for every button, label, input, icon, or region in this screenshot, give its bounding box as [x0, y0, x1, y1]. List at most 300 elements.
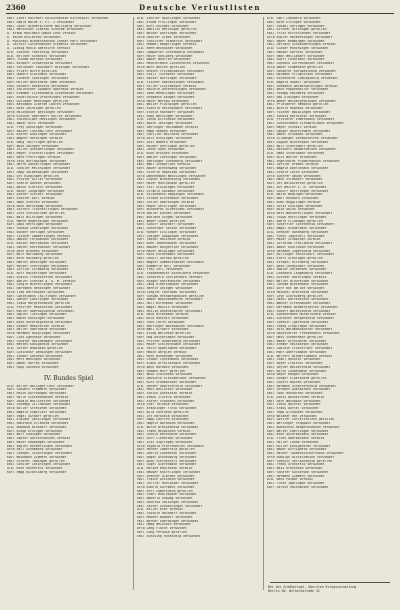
list-entry: Emil Ströbel Kirchberg verwundet	[267, 260, 329, 264]
list-entry: Karl Klenk Affalterbach verwundet	[137, 362, 201, 365]
list-entry: A. Liebig Mühlb Oberkirch vermißt	[7, 47, 71, 50]
list-entry: Emil Lindl Kötzdorf Rutschhausen Kirchspiel verwundet	[7, 17, 109, 20]
list-entry: Emil Hofmann Zimmern verwundet	[267, 474, 325, 478]
list-entry: A. Krauß Mühlbach Gmünd Lenz vermißt	[7, 32, 77, 35]
list-entry: Emil Haag Weissach verwundet	[137, 523, 191, 527]
list-entry: Karl Beck Lendsiedel verwundet	[267, 264, 325, 268]
list-entry: Karl Straub Ditzenbach verwundet	[137, 197, 199, 200]
list-entry: Karl Beyer Craintal verwundet	[267, 362, 323, 365]
list-entry: Emil Maute Hossingen verwundet	[7, 317, 65, 320]
list-entry: Emil Stöckle Hochdorf verwundet	[137, 512, 197, 515]
list-entry: Karl Blepp Erzingen verwundet	[7, 429, 63, 433]
list-entry: Emil Reich Dürrwangen verwundet	[7, 392, 67, 395]
list-entry: Alb. Dietz Neunkirchen vermißt	[267, 395, 325, 399]
list-entry: Alb. Jetter Bubsheim gefallen	[7, 347, 63, 350]
list-entry: Otto Maier Wernau verwundet	[137, 99, 189, 103]
list-entry: Emil Marschner Ziebrau Scherme verwundet	[7, 28, 84, 32]
list-entry: Emil Seitz Essingen verwundet	[267, 204, 323, 208]
list-entry: Emil Schuler Leidringen verwundet	[7, 463, 71, 467]
list-entry: Emil Bauer Bitz verwundet	[7, 122, 55, 125]
list-entry: Karl Funk Lorch verwundet	[137, 320, 185, 324]
list-entry: Karl Hagg Bickelsberg verwundet	[7, 470, 67, 474]
list-entry: Otto Buck Hörschwag verwundet	[7, 204, 63, 208]
list-entry: Emil Fuchs Jagstzell verwundet	[267, 234, 325, 238]
list-entry: Emil Schäfer Reichenbach verwundet	[7, 339, 73, 343]
list-entry: Emil Eppler Dormettingen verwundet	[7, 444, 73, 448]
list-entry: Emil Berlinger Stuppach verwundet	[267, 422, 331, 425]
list-entry: Emil Lamparter Grafenberg verwundet	[137, 50, 205, 54]
list-entry: Emil Kuhn Mögglingen vermißt	[267, 200, 321, 204]
list-entry: Emil Zeeb Wendlingen verwundet	[137, 92, 195, 95]
list-entry: Emil Kern Hochberg gefallen	[7, 257, 59, 260]
list-entry: Emil Kistner Bächlingen vermißt	[267, 275, 327, 279]
list-entry: Emil Stauß Margrethausen gefallen	[7, 302, 71, 305]
list-entry: Emil Pflatt Wirth gefallen	[7, 69, 57, 73]
list-entry: Otto Faiß Burladingen verwundet	[7, 159, 67, 163]
end-rule	[270, 582, 390, 583]
list-entry: Emil Lauer Niederkirchen Wolfsberg verwundet	[7, 24, 92, 28]
list-entry: Otto Gölz Bissingen verwundet	[137, 137, 193, 140]
list-entry: Karl Deuschle Kleinbottwar verwundet	[137, 377, 207, 380]
list-entry: Karl Vöhringer Holzmaden vermißt	[137, 125, 199, 129]
list-entry: Karl Dippon Winterbach verwundet	[267, 140, 329, 144]
list-entry: Emil Feil Gruibingen verwundet	[137, 185, 195, 189]
list-entry: Emil Frank Meimsheim vermißt	[137, 429, 191, 433]
list-entry: Emil Roth Zainingen gefallen	[7, 107, 61, 110]
list-entry: Paul Rickert Hohenfeld verwundet	[7, 84, 69, 88]
list-entry: Alb. Pfeiffer Meßstetten verwundet	[7, 305, 73, 309]
list-entry: Emil Hummel Bempflingen vermißt	[137, 43, 197, 47]
list-entry: Karl Meßner Nußdorf verwundet	[137, 515, 193, 519]
list-entry: Karl Brodbeck Köngen verwundet	[137, 95, 195, 99]
list-entry: Karl Bauer Hemmingen verwundet	[267, 39, 325, 43]
list-entry: Emil Bauer Grunbach verwundet	[267, 133, 323, 137]
list-entry: Alb. Nägele Oßweil verwundet	[267, 80, 321, 84]
list-entry: Karl Kolb Aalen verwundet	[267, 208, 315, 212]
list-entry: Karl Ott Waldstetten gefallen	[267, 182, 323, 185]
page-title: Deutsche Verlustlisten	[139, 3, 261, 12]
list-entry: Emil Gröner Wiesensteig verwundet	[137, 178, 201, 182]
list-entry: Emil Gutleber Möhringen gefallen	[7, 99, 69, 103]
list-entry: Emil Sigel Diefenbach verwundet	[137, 463, 197, 467]
list-entry: Emil Fritz Hirschlanden verwundet	[267, 32, 331, 35]
list-entry: Emil Löffelad Crailsheim verwundet	[267, 242, 333, 245]
list-entry: Otto Dorn Bronnen verwundet	[7, 249, 59, 253]
list-entry: Emil Schmid Inneringen verwundet	[7, 227, 69, 230]
list-entry: Alb. Scheu Kirchheim verwundet	[137, 118, 195, 122]
list-entry: Emil Hess Beilstein verwundet	[137, 388, 193, 392]
list-entry: Emil Sauter Dotternhausen vermißt	[7, 437, 71, 440]
list-entry: Alb. Gronbach Langenburg verwundet	[267, 272, 333, 275]
list-entry: Emil Ruf Weiler i. B. verwundet	[267, 185, 327, 189]
list-entry: Emil Bundschuh Rengershausen verwundet	[267, 425, 340, 429]
list-entry: Emil Wieland Gingen verwundet	[137, 215, 193, 219]
list-entry: Emil Single Winterlingen verwundet	[7, 283, 73, 287]
list-entry: Emil Hauber Knittlingen verwundet	[137, 470, 201, 474]
list-entry: Emil Abele Ellwangen gefallen	[267, 219, 323, 223]
list-entry: Emil Schiller Weilheim verwundet	[137, 133, 199, 137]
list-entry: Emil Hägele Nordheim verwundet	[137, 422, 195, 425]
footer-line: Berlin SW. Wilhelmstraße 32	[268, 589, 320, 593]
list-entry: Karl Knecht Frickenhausen verwundet	[137, 69, 205, 73]
list-entry: Emil Bauer Archshofen verwundet	[267, 339, 327, 343]
list-entry: Emil Zeller Onstmettingen verwundet	[7, 148, 75, 152]
list-entry: Alb. Kiefer Dußlingen verwundet	[7, 133, 67, 137]
list-entry: Emil Holl Birenbach verwundet	[137, 302, 193, 305]
column-2-list	[137, 17, 260, 538]
list-entry: Otto Rudolph Distelhausen verwundet	[267, 455, 335, 459]
column-3-list	[267, 17, 390, 490]
list-entry: Karl Stehle Hausen verwundet	[7, 182, 61, 185]
list-entry: Karl Wolf Mariaberg verwundet	[7, 253, 63, 257]
list-entry: Otto Bühler Kuchen verwundet	[137, 212, 191, 215]
list-entry: Emil Ruoß Notzingen verwundet	[137, 114, 193, 118]
list-entry: Karl Ehrmann Queckbronn verwundet	[267, 388, 331, 392]
list-entry: Karl Gleichauf Denkingen verwundet	[7, 350, 73, 354]
list-entry: Emil Hahn Stetten verwundet	[7, 200, 59, 204]
list-entry: Emil Pfleiderer Remseck gefallen	[267, 103, 329, 107]
list-entry: Alb. Ruff Kaiseringen verwundet	[7, 272, 67, 275]
list-entry: Otto Kübler Heimerdingen verwundet	[267, 35, 333, 39]
list-entry: Karl Bühler Stetten a. k. M. vermißt	[7, 279, 77, 283]
list-entry: Emil Heinzelmann Linsenhofen verwundet	[137, 62, 210, 65]
list-entry: Emil Bosch Starzeln verwundet	[7, 185, 63, 189]
list-entry: Emil Nagel Rindelbach verwundet	[267, 227, 327, 230]
list-entry: Emil Schöll Dürnau gefallen	[137, 257, 189, 260]
list-entry: Emil Häfele Uhingen verwundet	[137, 287, 193, 290]
list-entry: Emil Mattes Königsheim verwundet	[7, 343, 69, 347]
list-entry: Karl Vogel Ostdorf gefallen	[7, 414, 59, 418]
list-entry: Emil Beck Poppenweiler verwundet	[267, 88, 329, 92]
list-entry: Otto Wörz Beuren gefallen	[137, 65, 185, 69]
list-entry: Alb. Schuler Reutlingen verwundet	[137, 17, 201, 20]
list-entry: Alb. Haug Tailfingen gefallen	[7, 140, 63, 144]
list-entry: Emil Rieber Meßstetten vermißt	[7, 324, 65, 328]
list-entry: Emil Gruber Leutenbach verwundet	[137, 358, 199, 362]
list-entry: Karl Beck Pfeffingen vermißt	[7, 155, 61, 159]
list-entry: Otto Lang Flacht verwundet	[137, 527, 187, 530]
list-entry: Emil Röger Ochsenburg verwundet	[137, 455, 197, 459]
list-entry: Emil Heller Lauda verwundet	[267, 440, 319, 444]
list-entry: Emil Lang Albershausen verwundet	[137, 283, 199, 287]
list-entry: Karl Ruff Lomersheim gefallen	[137, 489, 193, 493]
list-entry: Emil Schurr Bettringen verwundet	[267, 189, 329, 193]
list-entry: Emil Staiger Göppingen verwundet	[137, 234, 199, 238]
list-entry: Emil Bantlin Metzingen gefallen	[137, 28, 197, 32]
list-entry: Karl Kümmerle Boll verwundet	[137, 264, 191, 268]
list-entry: Otto Seybold Pfaffenhofen verwundet	[137, 444, 205, 448]
list-entry: Alb. Steiner Fahrsteig verwundet	[7, 50, 69, 54]
list-entry: Emil Frank Grünsfeld verwundet	[267, 463, 325, 467]
list-entry: Karl Weinmann Zimmern verwundet	[7, 455, 67, 459]
list-entry: Karl Maier Kohlberg verwundet	[137, 54, 193, 58]
list-entry: A. Mühlhaus Niedersachsen Landkr Herz verwundet	[7, 39, 98, 43]
list-entry: Otto Holzhauser Betzingen verwundet	[7, 110, 75, 114]
list-entry: Emil Ruoff Feuerbach verwundet	[267, 58, 325, 62]
list-entry: Emil Eisenhardt Ludwigsburg verwundet	[267, 77, 339, 80]
list-entry: Otto Maier Heiningen verwundet	[137, 249, 195, 253]
list-entry: Emil Wolf Endingen verwundet	[7, 433, 61, 437]
list-entry: Alb. Pfisterer Endersbach verwundet	[267, 118, 335, 122]
list-entry: Karl Keck Eschenbach verwundet	[137, 253, 195, 257]
list-entry: Emil Dürr Cleebronn verwundet	[137, 437, 193, 440]
list-entry: Emil Eisele Lorch verwundet	[267, 170, 319, 174]
list-entry: Karl Hess Schmerbach gefallen	[267, 335, 323, 339]
list-entry: Emil Kolbert Schwarzheim verwundet	[7, 62, 73, 65]
list-entry: Alb. Beck Paimar vermißt	[267, 478, 314, 482]
list-entry: Emil Haller Obernheim verwundet	[7, 328, 67, 332]
list-entry: Emil Stengel Schörzingen verwundet	[7, 452, 73, 455]
list-entry: Alb. Henne Mägerkingen verwundet	[7, 219, 69, 223]
list-entry: Karl Schmitt Igersheim verwundet	[267, 320, 329, 324]
list-entry: Emil Maier Schlechtbach verwundet	[137, 343, 201, 347]
list-entry: Emil Kuhn Jebenhausen verwundet	[137, 242, 197, 245]
list-entry: Karl Löblein Finsterlohr verwundet	[267, 347, 333, 350]
list-entry: Karl Bullinger Satteldorf verwundet	[267, 253, 335, 257]
list-entry: Otto Hermann Nusplingen verwundet	[7, 332, 71, 335]
list-entry: Emil Weis Krensheim verwundet	[267, 467, 323, 470]
list-entry: Emil Popp Althausen verwundet	[267, 410, 323, 414]
list-entry: Emil Hölle Stockenhausen vermißt	[7, 395, 69, 399]
list-entry: Emil Hezel Bartenstein verwundet	[267, 298, 329, 302]
list-entry: Emil Engelhardt Plüderhausen verwundet	[267, 159, 340, 163]
list-entry: Emil Bosch Jesingen verwundet	[137, 122, 193, 125]
list-entry: Emil Fleck Impfingen verwundet	[267, 482, 325, 485]
list-entry: Emil Blessing Rutesheim verwundet	[137, 534, 201, 538]
list-entry: Karl Buck Sternenfels verwundet	[137, 459, 197, 463]
list-entry: Alb. Brenner Rosenberg verwundet	[267, 230, 329, 234]
list-entry: Emil Stang Creglingen verwundet	[267, 324, 327, 328]
list-entry: Emil Reichert Haubersbronn verwundet	[267, 148, 337, 152]
list-entry: Emil Bauer Dittigheim verwundet	[267, 448, 327, 452]
list-entry: Alb. Hald Ottenbach vermißt	[137, 313, 189, 317]
list-entry: Emil Hörner Tauberbischofsheim verwundet	[267, 452, 344, 455]
list-entry: Emil Gerlach Schwieberdingen vermißt	[267, 43, 337, 47]
list-entry: Emil Wolf Schorndorf gefallen	[267, 144, 323, 148]
list-entry: Bart. Krumm Hofheim verwundet	[7, 58, 63, 62]
list-entry: Emil Rößler Gerabronn verwundet	[267, 268, 327, 272]
list-entry: Emil Braun Ilsfeld verwundet	[137, 395, 191, 399]
list-entry: Emil Katzmann Glatten Laufen verwundet	[7, 103, 80, 107]
list-entry: Emil Bürkle Hegnach verwundet	[267, 107, 323, 110]
list-entry: Otto Gackstatter Freudenbach verwundet	[267, 332, 340, 335]
list-entry: Alb. Frey Gönningen verwundet	[7, 125, 63, 129]
list-entry: Otto Weidner Rot verwundet	[267, 414, 317, 418]
list-entry: Emil Eckert Weikersheim verwundet	[267, 309, 331, 313]
list-entry: Alb. Hilsenbeck Deggingen verwundet	[137, 193, 205, 197]
list-entry: Otto Flad Harthausen verwundet	[7, 290, 65, 294]
list-entry: Emil Pfister Killer verwundet	[7, 178, 63, 182]
header-rule	[6, 13, 394, 14]
list-entry: Karl Reiser Storzingen verwundet	[7, 264, 69, 268]
list-entry: Emil Stumpp Hochberg verwundet	[267, 92, 325, 95]
list-entry: Otto Wahl Alfdorf verwundet	[137, 328, 189, 332]
list-entry: Emil Wahl Schopfloch vermißt	[137, 163, 191, 167]
list-entry: Emil Häußer Korntal verwundet	[267, 50, 323, 54]
list-entry: Karl Leyh Schrozberg gefallen	[267, 294, 323, 298]
list-entry: Emil Bäuerle Roßwag verwundet	[137, 497, 193, 500]
list-entry: Alb. Schuler Melchingen verwundet	[7, 167, 71, 170]
list-entry: Emil Bauder Bezgenriet verwundet	[137, 245, 199, 249]
list-entry: Emil Hofmann Schäftersheim verwundet	[267, 384, 337, 388]
list-entry: Emil Kraft Gröningen gefallen	[267, 257, 323, 260]
list-entry: Emil Gauger Beutelsbach verwundet	[267, 129, 331, 133]
list-entry: Karl Conzelmann Tailfingen verwundet	[7, 294, 77, 298]
list-entry: Emil Kolb Hohrein verwundet	[137, 317, 189, 320]
list-entry: Emil Binder Veringen verwundet	[7, 230, 65, 234]
list-entry: Alb. Fries Oberbalbach vermißt	[267, 437, 325, 440]
list-entry: Karl Mayer Schnait vermißt	[267, 125, 317, 129]
list-entry: Emil Sihler Überkingen vermißt	[137, 200, 195, 204]
list-entry: Emil Eppler Tieringen verwundet	[7, 313, 67, 317]
list-entry: Karl Schwarz Frommern verwundet	[7, 388, 67, 392]
list-entry: Karl Schnitzer Riederich verwundet	[137, 39, 203, 43]
list-entry: Otto Ellwanger Geradstetten verwundet	[267, 137, 339, 140]
list-entry: Emil Gfrörer Täbingen gefallen	[7, 459, 65, 463]
list-entry: Emil Schneider Salach verwundet	[137, 227, 197, 230]
list-entry: Emil Frasch Ötisheim verwundet	[137, 478, 195, 482]
list-entry: Karl Rapp Lauffen verwundet	[137, 418, 189, 422]
column-divider	[263, 17, 264, 590]
list-entry: Emil Rebstock Erlaheim verwundet	[7, 422, 69, 425]
list-entry: Emil Seyfer Weikersheim verwundet	[267, 365, 331, 369]
list-entry: Emil Nägele Engstlatt verwundet	[7, 410, 67, 414]
list-entry: Emil Volk Waldmannshofen verwundet	[267, 328, 333, 332]
list-entry: Karl Oswald Weilstetten verwundet	[7, 399, 71, 403]
list-entry: Emil Sieber Gosheim verwundet	[7, 354, 63, 358]
list-entry: Karl Nagel Maitis verwundet	[137, 305, 189, 309]
list-entry: Otto Rall Schömberg verwundet	[7, 448, 63, 452]
list-entry: Alb. Rehm Neuhausen verwundet	[137, 47, 193, 50]
list-entry: Karl Weller Blaufelden verwundet	[267, 279, 329, 283]
list-entry: Alb. Maier Jungingen verwundet	[7, 189, 65, 193]
list-entry: Karl Link Egesheim verwundet	[7, 335, 61, 339]
list-entry: Emil Wagner Gammelshausen verwundet	[137, 260, 205, 264]
list-entry: Emil Horn Wachbach verwundet	[267, 399, 321, 403]
list-entry: Karl Fischer Gammertingen vermißt	[7, 234, 71, 238]
list-entry: Alb. Hieber Eislingen verwundet	[137, 230, 197, 234]
list-entry: Emil Sauter Kettenacker verwundet	[7, 245, 71, 249]
list-entry: Karl Schäfer Kützbrunn verwundet	[267, 470, 329, 474]
list-entry: Alb. Röcker Oberstenfeld verwundet	[137, 384, 203, 388]
list-entry: Karl Kurz Eningen verwundet	[137, 24, 189, 28]
list-entry: Emil Stierle Hepsisau verwundet	[137, 170, 197, 174]
list-entry: Karl Hirsch Hochhausen verwundet	[267, 485, 329, 489]
list-entry: Otto Beck Marbach verwundet	[137, 365, 189, 369]
list-entry: Emil Scheufele Schlierbach vermißt	[137, 275, 203, 279]
list-entry: Emil Ott Horkheim verwundet	[137, 414, 189, 418]
list-entry: Emil Weiß Steinheim verwundet	[137, 373, 193, 377]
list-entry: Emil Kircher Ditzingen gefallen	[267, 28, 327, 32]
footer-line: Bei der Großherzogl. Obersten Kriegsverwaltung	[268, 585, 357, 589]
list-entry: Emil Seifert Trochtelfingen verwundet	[7, 208, 79, 212]
list-entry: Emil Koch Unterbalbach verwundet	[267, 433, 329, 437]
list-entry: Karl Bauer Ochsenwang verwundet	[137, 167, 197, 170]
list-entry: Karl Bader Harras verwundet	[7, 362, 59, 365]
list-entry: Emil Schempp Zillhausen verwundet	[7, 403, 71, 407]
page-number: 2360	[6, 3, 26, 12]
list-entry: Emil Krämer Reinsbronn verwundet	[267, 343, 329, 347]
list-entry: Alb. Gohl Leonberg verwundet	[267, 17, 321, 20]
list-entry: Otto Bauer Stammheim gefallen	[267, 65, 323, 69]
list-entry: Karl Riester Boll vermißt	[7, 197, 55, 200]
column-1-list	[7, 17, 130, 370]
list-entry: Alb. Seitz Oppelsbohm verwundet	[137, 347, 197, 350]
list-entry: Emil Dieter Schlatt verwundet	[7, 193, 63, 197]
list-entry: Karl Müller Wehrsheim Tamm verwundet	[7, 80, 77, 84]
list-entry: Emil Dürr Rot am See verwundet	[267, 287, 325, 290]
list-entry: Karl Rapp Salmendingen verwundet	[7, 170, 69, 174]
list-entry: Emil Schumm Wiesenbach verwundet	[267, 283, 329, 287]
list-entry: Karl Jung Perouse gefallen	[137, 530, 187, 534]
list-entry: Emil Schlander Lauchdorf Bisingen verwundet	[7, 65, 90, 69]
list-entry: Emil Wild Sontheim gefallen	[137, 410, 189, 414]
list-entry: Alb. Würth Brackenheim verwundet	[137, 425, 199, 429]
list-entry: Karl Hahn Weilimdorf verwundet	[267, 54, 325, 58]
page-header	[6, 3, 394, 12]
list-entry: Emil Walker Dettingen verwundet	[137, 32, 197, 35]
list-entry: Karl Rieger Hattenhofen verwundet	[137, 279, 201, 283]
list-entry: Emil Grupp Hüttlingen verwundet	[267, 215, 327, 219]
list-entry: Emil Stahl Münster verwundet	[267, 358, 321, 362]
list-entry: Otto Scherer Gmünd verwundet	[267, 174, 321, 178]
list-entry: Karl Gauß Hettingen verwundet	[7, 223, 63, 227]
list-entry: Karl Nägele Oberurbach verwundet	[267, 167, 329, 170]
list-entry: Karl Rau Aldingen verwundet	[267, 95, 319, 99]
column-1-section-list	[7, 385, 130, 475]
list-entry: Emil Maurer Benzingen verwundet	[7, 260, 67, 264]
list-entry: Otto Weber Neckargröningen verwundet	[267, 99, 337, 103]
list-entry: Karl Schaal Höfingen verwundet	[267, 24, 325, 28]
list-entry: Karl Kohler Oberdigisheim verwundet	[7, 309, 75, 313]
list-entry: Emil Raichle Unterensingen verwundet	[137, 88, 207, 92]
list-entry: Karl Schäffler Schrezheim verwundet	[267, 223, 335, 227]
list-entry: Emil Mayer Geislingen verwundet	[137, 204, 197, 208]
list-entry: Otto Heinkel Brettheim verwundet	[267, 290, 329, 294]
list-entry: Emil Krieg Welzheim gefallen	[137, 332, 191, 335]
list-entry: Alb. Nußbaum Binsdorf verwundet	[7, 425, 67, 429]
list-entry: Karl Maier Stimpfach vermißt	[267, 238, 321, 242]
list-entry: Karl Maier Roßwangen verwundet	[7, 440, 65, 444]
list-entry: Otto Dannenmann Neidlingen verwundet	[137, 174, 207, 178]
list-entry: Emil Herre Gauselfingen verwundet	[7, 163, 71, 167]
column-3	[267, 17, 390, 578]
list-entry: Emil Lindner Lautingen verwundet	[7, 77, 69, 80]
list-entry: Karl Mauch Berglen vermißt	[137, 350, 187, 354]
list-entry: Emil Löffler Urbach vermißt	[267, 163, 319, 167]
list-entry: Emil Gonser Lautlingen verwundet	[7, 298, 69, 302]
list-entry: Emil Lutz Güglingen verwundet	[137, 440, 193, 444]
list-entry: Karl Hörner Zaberfeld gefallen	[137, 448, 195, 452]
list-entry: Otto Hofmann Ingersheim verwundet	[267, 249, 331, 253]
list-entry: Emil Krumm Pfullingen verwundet	[137, 20, 197, 24]
list-entry: Emil Wanner Ettenhausen verwundet	[267, 302, 331, 305]
list-entry: Karl Kurz Weiler verwundet	[267, 155, 317, 159]
list-entry: Alb. Fischer Oberensingen verwundet	[137, 80, 205, 84]
column-divider	[133, 17, 134, 590]
list-entry: Karl Fischer Waiblingen verwundet	[267, 110, 331, 114]
list-entry: Emil Kienzle Reichenbach verwundet	[137, 107, 203, 110]
list-entry: Emil Schnaitmann Strümpfelbach verwundet	[267, 122, 344, 125]
list-entry: Karl Schüle Botenheim verwundet	[137, 433, 197, 437]
list-entry: Otto Ziegler Faurndau verwundet	[137, 290, 197, 294]
list-entry: Alb. Kellner Schöntal verwundet	[7, 54, 67, 58]
list-entry: Emil Heilig Hohenstaufen verwundet	[137, 309, 203, 313]
list-entry: Alb. Keller Riet vermißt	[137, 508, 184, 512]
list-entry: Emil Schleicher Gimbach Oberhaus vermißt	[7, 88, 84, 92]
list-entry: Karl Hubert Kleinhaus verwundet	[7, 73, 67, 77]
list-entry: Karl Burkhardt Altenstadt verwundet	[137, 208, 205, 212]
